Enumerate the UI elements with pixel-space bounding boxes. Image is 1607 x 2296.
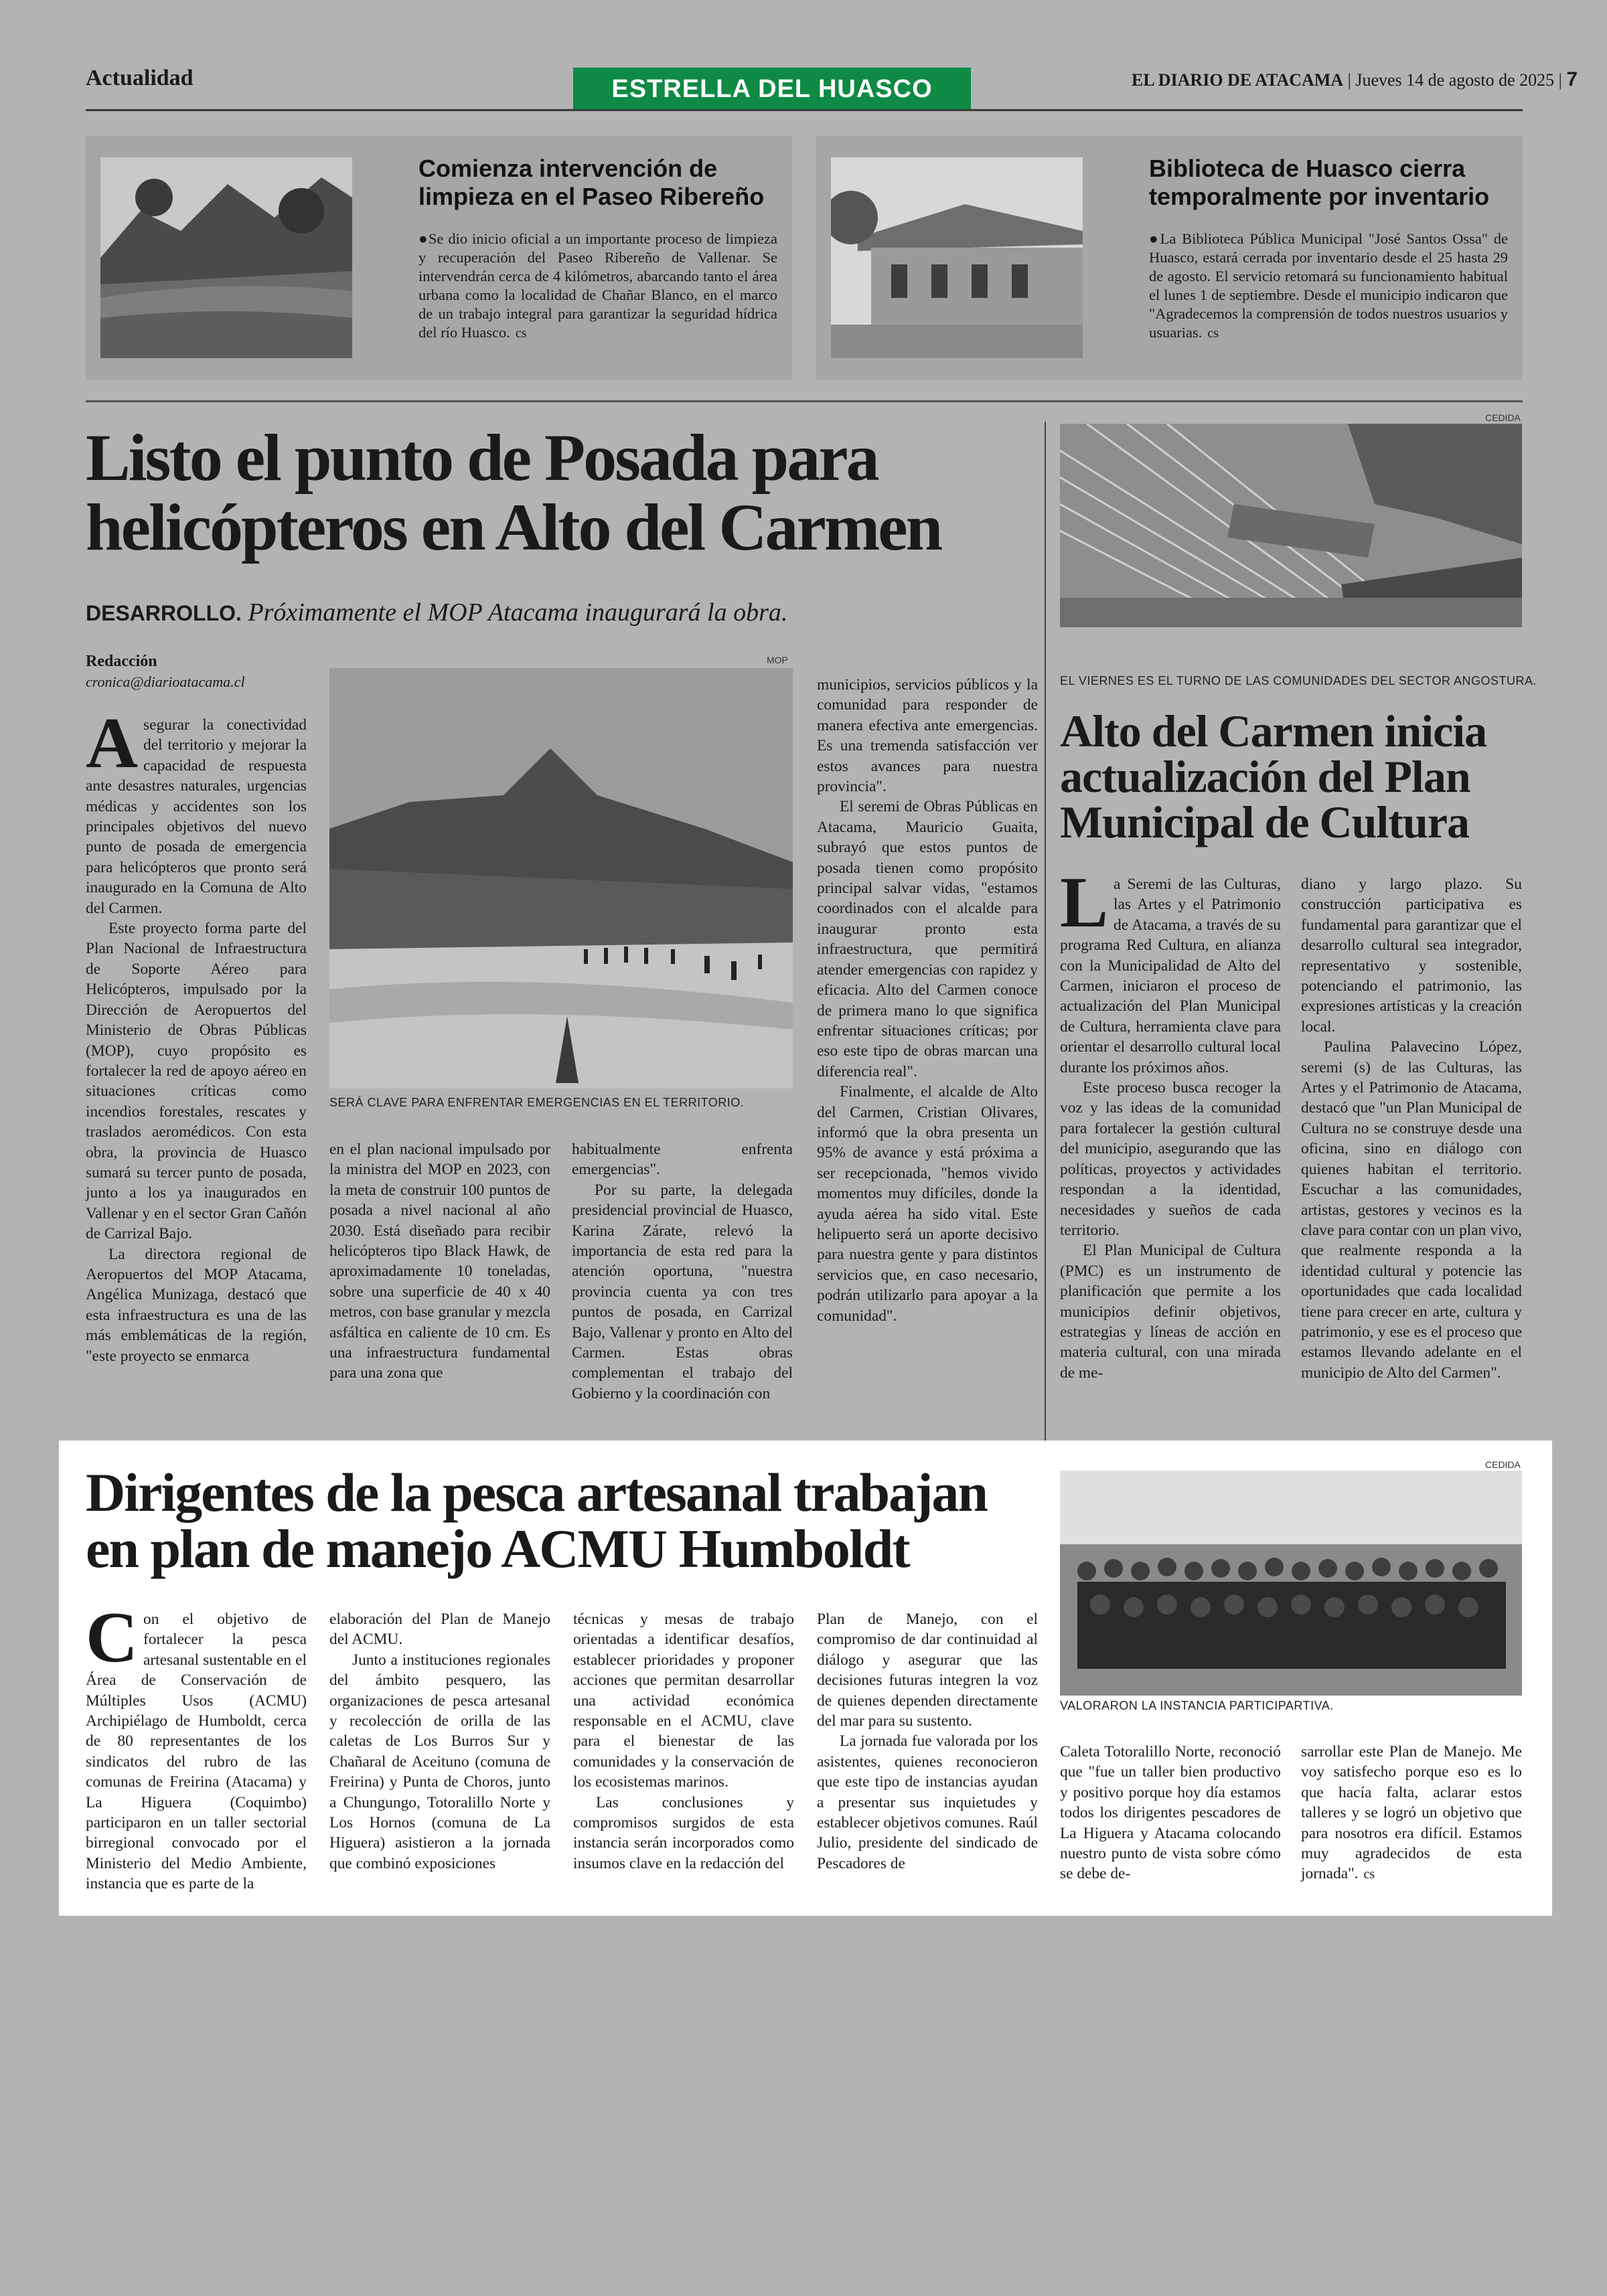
helipad-photo bbox=[329, 668, 793, 1088]
header-separator: | bbox=[1347, 70, 1351, 90]
brief-title: Biblioteca de Huasco cierra temporalmente por inventario bbox=[1149, 155, 1490, 210]
photo-caption: SERÁ CLAVE PARA ENFRENTAR EMERGENCIAS EN EL TERRITORIO. bbox=[329, 1096, 745, 1109]
side-column-2: diano y largo plazo. Su construcción participativa es fundamental para garantizar que el desarrollo cultural sea integrador, representativo y sostenible, potenciando el patrimonio, las expresiones artísticas y la creación local. Paulina Palavecino López, seremi (s) de las Culturas, las Artes y el Patrimonio de Atacama, destacó que "un Plan Municipal de Cultura no se construye desde una oficina, sino en diálogo con quienes habitan el territorio. Escuchar a las comunidades, artistas, gestores y vecinos es la clave para contar con un plan vivo, que realmente responda a la identidad cultural y potencie las oportunidades que cada localidad tiene para crecer en arte, cultura y patrimonio, y ese es el proceso que estamos llevando adelante en el municipio de Alto del Carmen". bbox=[1301, 876, 1522, 1382]
end-mark-icon: cs bbox=[1207, 326, 1219, 341]
header-rule bbox=[86, 109, 1523, 111]
kicker-label: DESARROLLO. bbox=[86, 601, 242, 625]
photo-credit: MOP bbox=[767, 655, 788, 665]
page-number: 7 bbox=[1566, 68, 1578, 90]
byline-email: cronica@diarioatacama.cl bbox=[86, 673, 245, 690]
main-column-1: Asegurar la conectividad del territorio y mejorar la capacidad de respuesta ante desastres naturales, urgencias médicas y accidentes son los principales objetivos del nuevo punto de posada de emergencia para helicópteros que pronto será inaugurado en la Comuna de Alto del Carmen. Este proyecto forma parte del Plan Nacional de Infraestructura de Soporte Aéreo para Helicópteros, impulsado por la Dirección de Aeropuertos del Ministerio de Obras Públicas (MOP), cuyo propósito es fortalecer la red de apoyo aéreo en situaciones críticas como incendios forestales, rescates y traslados aeromédicos. Con esta obra, la provincia de Huasco sumará su tercer punto de posada, junto a los ya inaugurados en Vallenar y en el sector Gran Cañón de Carrizal Bajo. La directora regional de Aeropuertos del MOP Atacama, Angélica Munizaga, destacó que esta infraestructura es una de las más emblemáticas de la región, "este proyecto se enmarca bbox=[86, 704, 307, 1365]
newspaper-section-band: ESTRELLA DEL HUASCO bbox=[573, 68, 971, 111]
drop-cap: A bbox=[86, 704, 138, 783]
bottom-column-2: elaboración del Plan de Manejo del ACMU. Junto a instituciones regionales del ámbito pesquero, las organizaciones de pesca artesanal y recolección de orilla de las caletas de Los Burros Sur y Chañaral de Aceituno (comuna de Freirina) y Punta de Choros, junto a Chungungo, Totoralillo Norte y Los Hornos (comuna de La Higuera) asistieron a la jornada que combinó exposiciones bbox=[329, 1611, 550, 1872]
bottom-column-3: técnicas y mesas de trabajo orientadas a identificar desafíos, establecer prioridades y proponer acciones que permitan desarrollar una actividad económica responsable en el ACMU, clave para el bienestar de las comunidades y la conservación de los ecosistemas marinos. Las conclusiones y compromisos surgidos de esta instancia serán incorporados como insumos clave en la redacción del bbox=[573, 1611, 794, 1872]
library-photo bbox=[831, 157, 1083, 358]
side-headline: Alto del Carmen inicia actualización del Plan Municipal de Cultura bbox=[1060, 706, 1487, 847]
brief-text: ●La Biblioteca Pública Municipal "José Santos Ossa" de Huasco, estará cerrada por inventario desde el 25 hasta 29 de agosto. El servicio retomará su funcionamiento habitual el lunes 1 de septiembre. Desde el municipio indicaron que "Agradecemos la comprensión de todos nuestros usuarios y usuarias. cs bbox=[1149, 230, 1508, 341]
photo-credit: CEDIDA bbox=[1485, 412, 1521, 423]
photo-credit: CEDIDA bbox=[1485, 1459, 1521, 1470]
byline: Redacción bbox=[86, 653, 157, 670]
main-kicker bbox=[86, 598, 1037, 627]
bottom-column-4: Plan de Manejo, con el compromiso de dar continuidad al diálogo y asegurar que las decisiones futuras integren la voz de quienes dependen directamente del mar para su sustento. La jornada fue valorada por los asistentes, quienes reconocieron que este tipo de instancias ayudan a presentar sus inquietudes y establecer objetivos comunes. Raúl Julio, presidente del sindicado de Pescadores de bbox=[817, 1611, 1038, 1872]
main-column-2: en el plan nacional impulsado por la ministra del MOP en 2023, con la meta de construir 100 puntos de posada a nivel nacional al año 2030. Está diseñado para recibir helicópteros tipo Black Hawk, de aproximadamente 10 toneladas, sobre una superficie de 40 x 40 metros, con base granular y mezcla asfáltica en caliente de 10 cm. Es una infraestructura fundamental para una zona que bbox=[329, 1141, 550, 1382]
end-mark-icon: cs bbox=[1363, 1867, 1375, 1882]
section-divider bbox=[86, 400, 1523, 402]
river-photo bbox=[100, 157, 352, 358]
bottom-headline: Dirigentes de la pesca artesanal trabajan en plan de manejo ACMU Humboldt bbox=[86, 1462, 987, 1579]
loom-photo bbox=[1060, 424, 1522, 627]
brief-biblioteca bbox=[816, 136, 1523, 380]
end-mark-icon: cs bbox=[515, 326, 527, 341]
bottom-column-1: Con el objetivo de fortalecer la pesca artesanal sustentable en el Área de Conservación de Múltiples Usos (ACMU) Archipiélago de Humboldt, cerca de 80 representantes de los sindicatos del rubro de las comunas de Freirina (Atacama) y La Higuera (Coquimbo) participaron en un taller sectorial birregional convocado por el Ministerio del Medio Ambiente, instancia que es parte de la bbox=[86, 1598, 307, 1893]
photo-caption: VALORARON LA INSTANCIA PARTICIPARTIVA. bbox=[1060, 1699, 1334, 1712]
brief-title: Comienza intervención de limpieza en el Paseo Ribereño bbox=[418, 155, 765, 210]
group-photo bbox=[1060, 1471, 1522, 1696]
issue-date: Jueves 14 de agosto de 2025 bbox=[1355, 70, 1555, 90]
main-headline: Listo el punto de Posada para helicópteros en Alto del Carmen bbox=[86, 420, 941, 564]
column-divider bbox=[1045, 422, 1046, 1443]
photo-caption: EL VIERNES ES EL TURNO DE LAS COMUNIDADES DEL SECTOR ANGOSTURA. bbox=[1060, 674, 1537, 687]
main-column-4: municipios, servicios públicos y la comunidad para responder de manera efectiva ante emergencias. Es una tremenda satisfacción ver estos avances para nuestra provincia". El seremi de Obras Públicas en Atacama, Mauricio Guaita, subrayó que estos puntos de posada tienen como propósito principal salvar vidas, "estamos coordinados con el alcalde para inaugurar pronto esta infraestructura, que permitirá atender emergencias con rapidez y eficacia. Alto del Carmen conoce de primera mano lo que significa enfrentar situaciones críticas; por eso este tipo de obras marcan una diferencia real". Finalmente, el alcalde de Alto del Carmen, Cristian Olivares, informó que la obra presenta un 95% de avance y está próxima a ser recepcionada, "hemos vivido momentos muy difíciles, donde la ayuda aérea ha sido vital. Este helipuerto será un aporte decisivo para nuestra gente y para distintos servicios que, en caso necesario, podrán utilizarlo para apoyar a la comunidad". bbox=[817, 676, 1038, 1325]
paper-name: EL DIARIO DE ATACAMA bbox=[1132, 70, 1344, 90]
masthead-info bbox=[1132, 68, 1578, 91]
drop-cap: L bbox=[1060, 863, 1109, 942]
main-column-3: habitualmente enfrenta emergencias". Por su parte, la delegada presidencial provincial de Huasco, Karina Zárate, relevó la importancia de esta red para la atención oportuna, "nuestra provincia cuenta ya con tres puntos de posada, en Carrizal Bajo, Vallenar y pronto en Alto del Carmen. Estas obras complementan el trabajo del Gobierno y la coordinación con bbox=[572, 1141, 793, 1402]
section-label: Actualidad bbox=[86, 66, 194, 90]
side-column-1: La Seremi de las Culturas, las Artes y el Patrimonio de Atacama, a través de su programa Red Cultura, en alianza con la Municipalidad de Alto del Carmen, iniciaron el proceso de actualización del Plan Municipal de Cultura, herramienta clave para orientar el desarrollo cultural local durante los próximos años. Este proceso busca recoger la voz y las ideas de la comunidad para fortalecer la gestión cultural del municipio, asegurando que las políticas, proyectos y actividades respondan a la identidad, necesidades y sueños de cada territorio. El Plan Municipal de Cultura (PMC) es un instrumento de planificación que permite a los municipios definir objetivos, estrategias y líneas de acción en materia cultural, con una mirada de me- bbox=[1060, 863, 1281, 1382]
drop-cap: C bbox=[86, 1598, 138, 1677]
bottom-column-5: Caleta Totoralillo Norte, reconoció que "fue un taller bien productivo y positivo porque hoy día estamos todos los dirigentes pescadores de La Higuera y Atacama colocando nuestro punto de vista sobre cómo se debe de- bbox=[1060, 1743, 1281, 1883]
brief-paseo-riberenho bbox=[86, 136, 792, 380]
bottom-column-6: sarrollar este Plan de Manejo. Me voy satisfecho porque eso es lo que hacía falta, aclarar estos talleres y se logró un objetivo que para nosotros era difícil. Estamos muy agradecidos de esta jornada". cs bbox=[1301, 1743, 1522, 1883]
brief-text: ●Se dio inicio oficial a un importante proceso de limpieza y recuperación del Paseo Ribereño de Vallenar. Se intervendrán cerca de 4 kilómetros, abarcando tanto el área urbana como la localidad de Chañar Blanco, en el marco de un trabajo integral para garantizar la seguridad hídrica del río Huasco. cs bbox=[418, 230, 777, 341]
header-separator: | bbox=[1558, 70, 1562, 90]
kicker-text: Próximamente el MOP Atacama inaugurará la obra. bbox=[248, 598, 788, 627]
